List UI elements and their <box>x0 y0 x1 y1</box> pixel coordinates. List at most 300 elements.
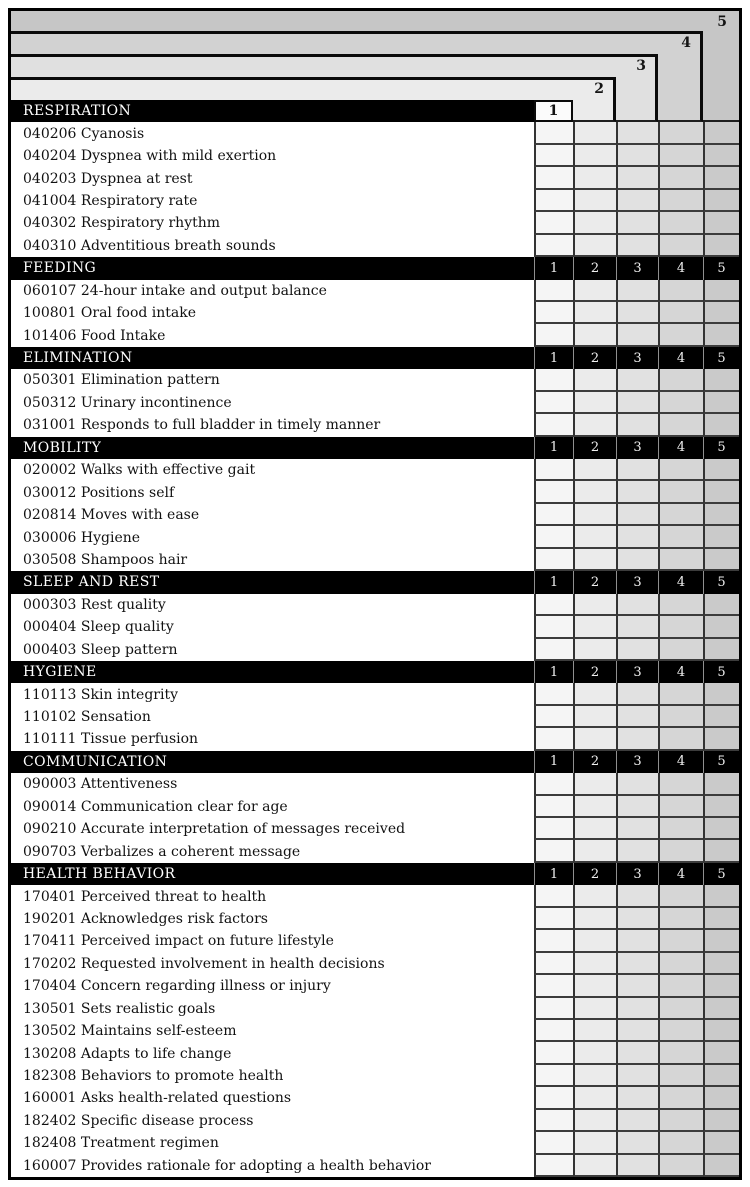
rating-cell-2 <box>573 526 616 548</box>
section-header-row <box>11 437 739 459</box>
rating-cell-1 <box>534 235 573 257</box>
rating-cell-3 <box>616 639 658 661</box>
item-row <box>11 975 739 997</box>
rating-cell-1 <box>534 212 573 234</box>
item-row <box>11 818 739 840</box>
rating-cell-4 <box>658 145 703 167</box>
item-row <box>11 840 739 862</box>
rating-cell-2 <box>573 369 616 391</box>
rating-cell-1 <box>534 594 573 616</box>
rating-cell-3 <box>616 1065 658 1087</box>
rating-cell-2 <box>573 1020 616 1042</box>
scale-4-header-cell: 4 <box>658 347 703 369</box>
item-row <box>11 998 739 1020</box>
rating-cell-4 <box>658 414 703 436</box>
scale-5-label: 5 <box>717 14 727 30</box>
rating-cell-5 <box>703 190 739 212</box>
rating-cell-1 <box>534 280 573 302</box>
rating-cell-3 <box>616 1155 658 1177</box>
scale-5-header-cell: 5 <box>703 257 739 279</box>
rating-cell-5 <box>703 616 739 638</box>
rating-cell-5 <box>703 796 739 818</box>
rating-cell-3 <box>616 190 658 212</box>
rating-cell-4 <box>658 885 703 907</box>
item-row <box>11 504 739 526</box>
rating-cell-5 <box>703 1155 739 1177</box>
section-title: COMMUNICATION <box>23 753 168 770</box>
rating-cell-3 <box>616 1042 658 1064</box>
rating-cell-3 <box>616 212 658 234</box>
rating-cell-3 <box>616 324 658 346</box>
rating-cell-1 <box>534 526 573 548</box>
rating-cell-5 <box>703 1065 739 1087</box>
item-row <box>11 639 739 661</box>
item-label: 040204 Dyspnea with mild exertion <box>11 145 534 167</box>
rating-cell-2 <box>573 930 616 952</box>
item-label: 000303 Rest quality <box>11 594 534 616</box>
item-row <box>11 1020 739 1042</box>
rating-cell-3 <box>616 145 658 167</box>
item-label: 160007 Provides rationale for adopting a health behavior <box>11 1155 534 1177</box>
rating-cell-3 <box>616 594 658 616</box>
item-row <box>11 302 739 324</box>
rating-cell-1 <box>534 414 573 436</box>
rating-cell-2 <box>573 616 616 638</box>
rating-cell-5 <box>703 526 739 548</box>
item-row <box>11 190 739 212</box>
rating-cell-1 <box>534 504 573 526</box>
rating-cell-4 <box>658 908 703 930</box>
rating-cell-4 <box>658 122 703 144</box>
rating-cell-1 <box>534 549 573 571</box>
scale-4-header-cell: 4 <box>658 571 703 593</box>
rating-cell-4 <box>658 235 703 257</box>
rating-cell-1 <box>534 908 573 930</box>
item-label: 040302 Respiratory rhythm <box>11 212 534 234</box>
rating-cell-3 <box>616 414 658 436</box>
rating-cell-3 <box>616 504 658 526</box>
rating-cell-1 <box>534 683 573 705</box>
rating-cell-2 <box>573 167 616 189</box>
item-row <box>11 728 739 750</box>
rating-cell-2 <box>573 392 616 414</box>
rating-cell-1 <box>534 1020 573 1042</box>
scale-3-header-cell: 3 <box>616 257 658 279</box>
scale-1-header-cell: 1 <box>534 257 573 279</box>
rating-cell-1 <box>534 190 573 212</box>
rating-cell-2 <box>573 683 616 705</box>
item-row <box>11 1155 739 1177</box>
rating-cell-2 <box>573 840 616 862</box>
scale-1-header-cell: 1 <box>534 437 573 459</box>
rating-cell-1 <box>534 1155 573 1177</box>
rating-cell-4 <box>658 1155 703 1177</box>
rating-cell-5 <box>703 324 739 346</box>
rating-cell-3 <box>616 481 658 503</box>
rating-cell-4 <box>658 167 703 189</box>
rating-cell-4 <box>658 481 703 503</box>
rating-cell-2 <box>573 885 616 907</box>
rating-cell-3 <box>616 796 658 818</box>
section-title: ELIMINATION <box>23 350 133 367</box>
item-label: 170202 Requested involvement in health decisions <box>11 953 534 975</box>
rating-cell-2 <box>573 235 616 257</box>
rating-cell-2 <box>573 302 616 324</box>
rating-cell-3 <box>616 280 658 302</box>
item-row <box>11 392 739 414</box>
item-row <box>11 1110 739 1132</box>
rating-cell-1 <box>534 1042 573 1064</box>
item-row <box>11 1087 739 1109</box>
rating-cell-5 <box>703 885 739 907</box>
rating-cell-4 <box>658 392 703 414</box>
rating-cell-4 <box>658 728 703 750</box>
scale-4-header-cell: 4 <box>658 863 703 885</box>
rating-cell-2 <box>573 796 616 818</box>
rating-cell-2 <box>573 414 616 436</box>
rating-cell-1 <box>534 459 573 481</box>
rating-cell-3 <box>616 526 658 548</box>
rating-cell-5 <box>703 1020 739 1042</box>
scale-4-header-cell: 4 <box>658 257 703 279</box>
rating-cell-5 <box>703 369 739 391</box>
section-header-row <box>11 571 739 593</box>
rating-cell-3 <box>616 773 658 795</box>
item-row <box>11 773 739 795</box>
rating-cell-5 <box>703 481 739 503</box>
rating-cell-3 <box>616 302 658 324</box>
item-label: 182308 Behaviors to promote health <box>11 1065 534 1087</box>
item-row <box>11 324 739 346</box>
rating-cell-5 <box>703 840 739 862</box>
rating-cell-3 <box>616 885 658 907</box>
table-rows <box>11 100 739 1177</box>
rating-cell-5 <box>703 908 739 930</box>
rating-cell-5 <box>703 930 739 952</box>
rating-cell-4 <box>658 1042 703 1064</box>
scale-1-header-cell: 1 <box>534 347 573 369</box>
rating-cell-1 <box>534 1132 573 1154</box>
scale-2-header-cell: 2 <box>573 347 616 369</box>
item-row <box>11 526 739 548</box>
scale-2-header-cell: 2 <box>573 257 616 279</box>
rating-cell-5 <box>703 1110 739 1132</box>
rating-cell-2 <box>573 1087 616 1109</box>
rating-cell-3 <box>616 1020 658 1042</box>
rating-cell-5 <box>703 594 739 616</box>
item-row <box>11 616 739 638</box>
rating-cell-1 <box>534 145 573 167</box>
rating-cell-2 <box>573 190 616 212</box>
rating-cell-4 <box>658 594 703 616</box>
rating-cell-3 <box>616 683 658 705</box>
rating-cell-2 <box>573 908 616 930</box>
section-title: SLEEP AND REST <box>23 574 160 591</box>
scale-3-header-cell: 3 <box>616 661 658 683</box>
item-row <box>11 414 739 436</box>
item-label: 110111 Tissue perfusion <box>11 728 534 750</box>
scale-3-label: 3 <box>636 58 646 74</box>
item-label: 020814 Moves with ease <box>11 504 534 526</box>
scale-5-header-cell: 5 <box>703 571 739 593</box>
scale-5-header-cell: 5 <box>703 661 739 683</box>
rating-cell-5 <box>703 975 739 997</box>
item-label: 000404 Sleep quality <box>11 616 534 638</box>
rating-cell-5 <box>703 392 739 414</box>
item-label: 040206 Cyanosis <box>11 122 534 144</box>
item-label: 182402 Specific disease process <box>11 1110 534 1132</box>
item-label: 170404 Concern regarding illness or injury <box>11 975 534 997</box>
rating-cell-4 <box>658 1110 703 1132</box>
rating-cell-5 <box>703 145 739 167</box>
rating-cell-4 <box>658 190 703 212</box>
item-label: 050312 Urinary incontinence <box>11 392 534 414</box>
item-row <box>11 235 739 257</box>
item-row <box>11 706 739 728</box>
rating-cell-5 <box>703 818 739 840</box>
item-label: 020002 Walks with effective gait <box>11 459 534 481</box>
item-label: 182408 Treatment regimen <box>11 1132 534 1154</box>
rating-cell-4 <box>658 1065 703 1087</box>
item-label: 130502 Maintains self-esteem <box>11 1020 534 1042</box>
rating-cell-3 <box>616 1110 658 1132</box>
section-header-row <box>11 863 739 885</box>
rating-cell-5 <box>703 683 739 705</box>
item-row <box>11 481 739 503</box>
rating-cell-2 <box>573 122 616 144</box>
item-row <box>11 212 739 234</box>
rating-cell-2 <box>573 818 616 840</box>
rating-cell-4 <box>658 212 703 234</box>
rating-cell-5 <box>703 706 739 728</box>
rating-cell-2 <box>573 481 616 503</box>
item-label: 030508 Shampoos hair <box>11 549 534 571</box>
rating-cell-1 <box>534 369 573 391</box>
item-row <box>11 1132 739 1154</box>
section-header-row <box>11 751 739 773</box>
item-label: 101406 Food Intake <box>11 324 534 346</box>
item-label: 040203 Dyspnea at rest <box>11 167 534 189</box>
rating-cell-1 <box>534 930 573 952</box>
item-label: 090210 Accurate interpretation of messages received <box>11 818 534 840</box>
rating-cell-4 <box>658 998 703 1020</box>
rating-cell-2 <box>573 773 616 795</box>
rating-cell-5 <box>703 504 739 526</box>
rating-cell-3 <box>616 728 658 750</box>
rating-cell-2 <box>573 1110 616 1132</box>
rating-cell-4 <box>658 796 703 818</box>
rating-cell-3 <box>616 392 658 414</box>
rating-cell-5 <box>703 212 739 234</box>
section-title: HEALTH BEHAVIOR <box>23 866 176 883</box>
section-title: FEEDING <box>23 260 97 277</box>
item-label: 170411 Perceived impact on future lifestyle <box>11 930 534 952</box>
rating-cell-1 <box>534 324 573 346</box>
scale-3-header-cell: 3 <box>616 437 658 459</box>
rating-cell-3 <box>616 908 658 930</box>
rating-cell-3 <box>616 818 658 840</box>
item-row <box>11 796 739 818</box>
item-row <box>11 167 739 189</box>
item-row <box>11 683 739 705</box>
rating-cell-1 <box>534 481 573 503</box>
section-title: HYGIENE <box>23 664 97 681</box>
item-row <box>11 122 739 144</box>
rating-cell-3 <box>616 975 658 997</box>
rating-cell-5 <box>703 1087 739 1109</box>
item-row <box>11 280 739 302</box>
rating-cell-5 <box>703 280 739 302</box>
rating-cell-3 <box>616 953 658 975</box>
rating-cell-3 <box>616 122 658 144</box>
scale-1-header-cell: 1 <box>534 571 573 593</box>
section-title: RESPIRATION <box>11 100 534 122</box>
rating-cell-1 <box>534 885 573 907</box>
item-label: 110113 Skin integrity <box>11 683 534 705</box>
rating-cell-1 <box>534 998 573 1020</box>
item-row <box>11 459 739 481</box>
scale-4-label: 4 <box>681 35 691 51</box>
rating-cell-5 <box>703 1132 739 1154</box>
rating-cell-2 <box>573 998 616 1020</box>
rating-cell-2 <box>573 280 616 302</box>
item-label: 170401 Perceived threat to health <box>11 885 534 907</box>
section-header-row <box>11 661 739 683</box>
rating-cell-1 <box>534 840 573 862</box>
scale-2-header-cell: 2 <box>573 863 616 885</box>
scale-5-header-cell: 5 <box>703 347 739 369</box>
rating-cell-5 <box>703 302 739 324</box>
rating-cell-4 <box>658 1020 703 1042</box>
section-header-row <box>11 257 739 279</box>
item-label: 100801 Oral food intake <box>11 302 534 324</box>
rating-cell-3 <box>616 616 658 638</box>
rating-cell-1 <box>534 167 573 189</box>
scale-4-header-cell: 4 <box>658 437 703 459</box>
rating-cell-5 <box>703 639 739 661</box>
scale-1-header-cell: 1 <box>534 100 573 122</box>
rating-cell-2 <box>573 145 616 167</box>
rating-cell-4 <box>658 975 703 997</box>
rating-cell-4 <box>658 459 703 481</box>
rating-cell-2 <box>573 1132 616 1154</box>
rating-cell-4 <box>658 706 703 728</box>
rating-cell-2 <box>573 953 616 975</box>
rating-cell-4 <box>658 616 703 638</box>
item-label: 050301 Elimination pattern <box>11 369 534 391</box>
rating-cell-1 <box>534 616 573 638</box>
rating-cell-3 <box>616 1087 658 1109</box>
rating-cell-1 <box>534 728 573 750</box>
scale-2-header-cell: 2 <box>573 571 616 593</box>
rating-cell-4 <box>658 953 703 975</box>
rating-cell-5 <box>703 728 739 750</box>
scale-2-label: 2 <box>594 81 604 97</box>
rating-cell-3 <box>616 1132 658 1154</box>
rating-cell-4 <box>658 840 703 862</box>
rating-cell-1 <box>534 122 573 144</box>
rating-cell-5 <box>703 549 739 571</box>
item-label: 090703 Verbalizes a coherent message <box>11 840 534 862</box>
item-label: 030006 Hygiene <box>11 526 534 548</box>
item-label: 000403 Sleep pattern <box>11 639 534 661</box>
rating-cell-5 <box>703 414 739 436</box>
rating-cell-2 <box>573 706 616 728</box>
scale-2-header-cell: 2 <box>573 751 616 773</box>
rating-cell-2 <box>573 639 616 661</box>
rating-form-table <box>8 8 742 1180</box>
rating-cell-2 <box>573 1042 616 1064</box>
item-label: 040310 Adventitious breath sounds <box>11 235 534 257</box>
scale-3-header-cell: 3 <box>616 347 658 369</box>
rating-cell-3 <box>616 235 658 257</box>
rating-cell-4 <box>658 818 703 840</box>
rating-cell-2 <box>573 1065 616 1087</box>
item-label: 060107 24-hour intake and output balance <box>11 280 534 302</box>
rating-cell-1 <box>534 818 573 840</box>
rating-cell-1 <box>534 953 573 975</box>
rating-cell-4 <box>658 683 703 705</box>
rating-cell-3 <box>616 549 658 571</box>
rating-cell-1 <box>534 639 573 661</box>
item-label: 031001 Responds to full bladder in timely manner <box>11 414 534 436</box>
scale-5-header-cell: 5 <box>703 751 739 773</box>
rating-cell-1 <box>534 1110 573 1132</box>
item-row <box>11 885 739 907</box>
rating-cell-4 <box>658 280 703 302</box>
rating-cell-4 <box>658 549 703 571</box>
rating-cell-2 <box>573 549 616 571</box>
scale-3-header-cell: 3 <box>616 863 658 885</box>
rating-cell-4 <box>658 773 703 795</box>
rating-cell-1 <box>534 302 573 324</box>
rating-cell-1 <box>534 1065 573 1087</box>
section-title: MOBILITY <box>23 439 102 456</box>
rating-cell-5 <box>703 953 739 975</box>
rating-cell-1 <box>534 706 573 728</box>
rating-cell-3 <box>616 706 658 728</box>
rating-cell-2 <box>573 212 616 234</box>
item-row <box>11 1065 739 1087</box>
item-row <box>11 145 739 167</box>
scale-5-header-cell: 5 <box>703 437 739 459</box>
item-label: 110102 Sensation <box>11 706 534 728</box>
scale-1-header-cell: 1 <box>534 751 573 773</box>
scale-2-header-cell: 2 <box>573 437 616 459</box>
rating-cell-1 <box>534 1087 573 1109</box>
item-row <box>11 908 739 930</box>
item-row <box>11 930 739 952</box>
item-label: 090014 Communication clear for age <box>11 796 534 818</box>
rating-cell-4 <box>658 526 703 548</box>
item-row <box>11 594 739 616</box>
rating-cell-3 <box>616 930 658 952</box>
rating-cell-1 <box>534 773 573 795</box>
item-row <box>11 369 739 391</box>
rating-cell-2 <box>573 504 616 526</box>
rating-cell-4 <box>658 369 703 391</box>
scale-1-header-cell: 1 <box>534 661 573 683</box>
section-header-row <box>11 347 739 369</box>
rating-cell-2 <box>573 459 616 481</box>
rating-cell-3 <box>616 840 658 862</box>
item-row <box>11 1042 739 1064</box>
item-label: 130501 Sets realistic goals <box>11 998 534 1020</box>
rating-cell-3 <box>616 998 658 1020</box>
item-label: 160001 Asks health-related questions <box>11 1087 534 1109</box>
rating-cell-4 <box>658 302 703 324</box>
rating-cell-4 <box>658 930 703 952</box>
